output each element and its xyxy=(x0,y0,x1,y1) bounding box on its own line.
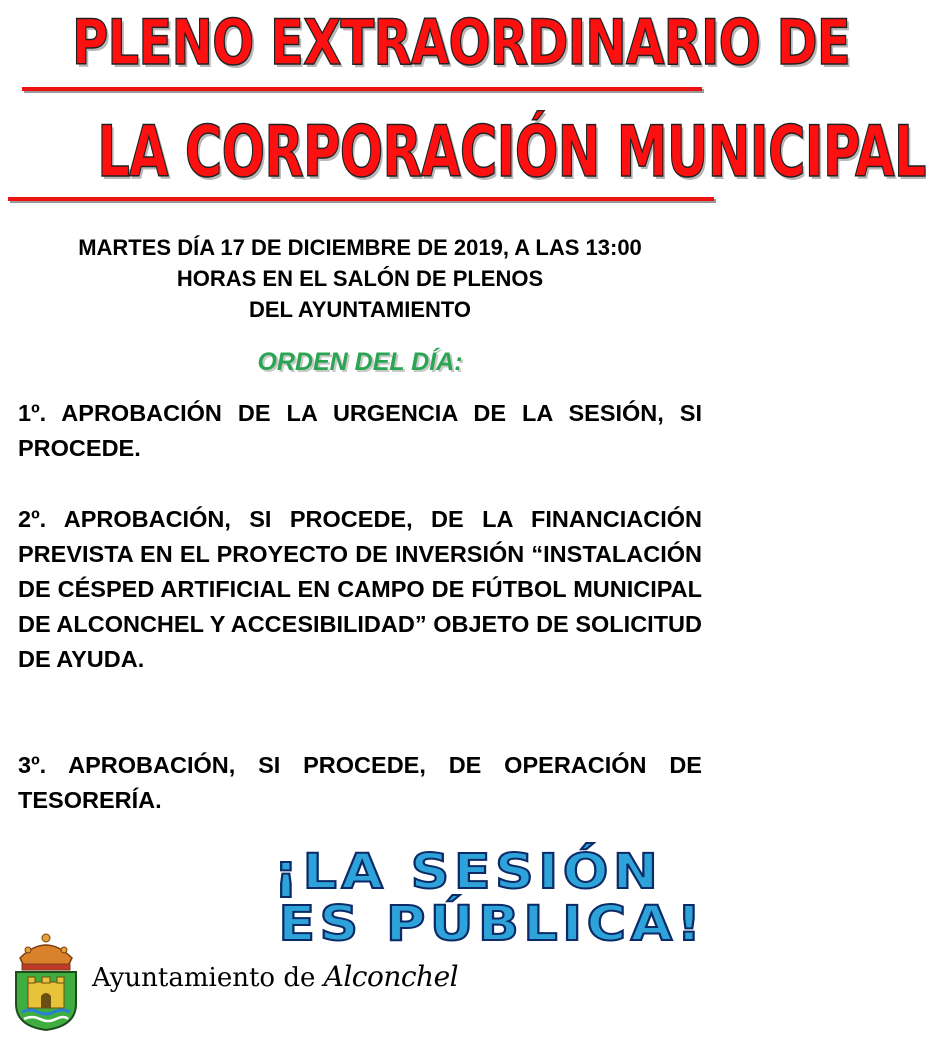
meeting-place: HORAS EN EL SALÓN DE PLENOS xyxy=(176,266,544,291)
footer-town-name: Alconchel xyxy=(323,960,459,993)
footer-organization xyxy=(92,960,458,993)
public-notice-line-2: ES PÚBLICA! xyxy=(278,896,706,952)
footer-prefix: Ayuntamiento de xyxy=(92,963,316,993)
agenda-item-3: 3º. APROBACIÓN, SI PROCEDE, DE OPERACIÓN DE TESORERÍA. xyxy=(18,752,702,813)
agenda-item-2: 2º. APROBACIÓN, SI PROCEDE, DE LA FINANCIACIÓN PREVISTA EN EL PROYECTO DE INVERSIÓN “INSTALACIÓN DE CÉSPED ARTIFICIAL EN CAMPO DE FÚTBOL MUNICIPAL DE ALCONCHEL Y ACCESIBILIDAD” OBJETO DE SOLICITUD DE AYUDA. xyxy=(18,506,702,672)
public-notice-line-1: ¡LA SESIÓN xyxy=(273,844,663,900)
agenda-item-1: 1º. APROBACIÓN DE LA URGENCIA DE LA SESIÓN, SI PROCEDE. xyxy=(18,400,702,461)
poster-title-line-2: LA CORPORACIÓN MUNICIPAL xyxy=(97,111,926,193)
title-underline-1 xyxy=(22,87,702,91)
meeting-venue: DEL AYUNTAMIENTO xyxy=(248,297,472,322)
agenda-heading: ORDEN DEL DÍA: xyxy=(257,348,463,376)
title-underline-2 xyxy=(8,197,714,201)
meeting-details xyxy=(0,232,720,325)
poster-title-line-1: PLENO EXTRAORDINARIO DE xyxy=(72,6,850,79)
coat-of-arms-icon xyxy=(10,928,82,1032)
meeting-date-time: MARTES DÍA 17 DE DICIEMBRE DE 2019, A LAS 13:00 xyxy=(78,235,642,260)
